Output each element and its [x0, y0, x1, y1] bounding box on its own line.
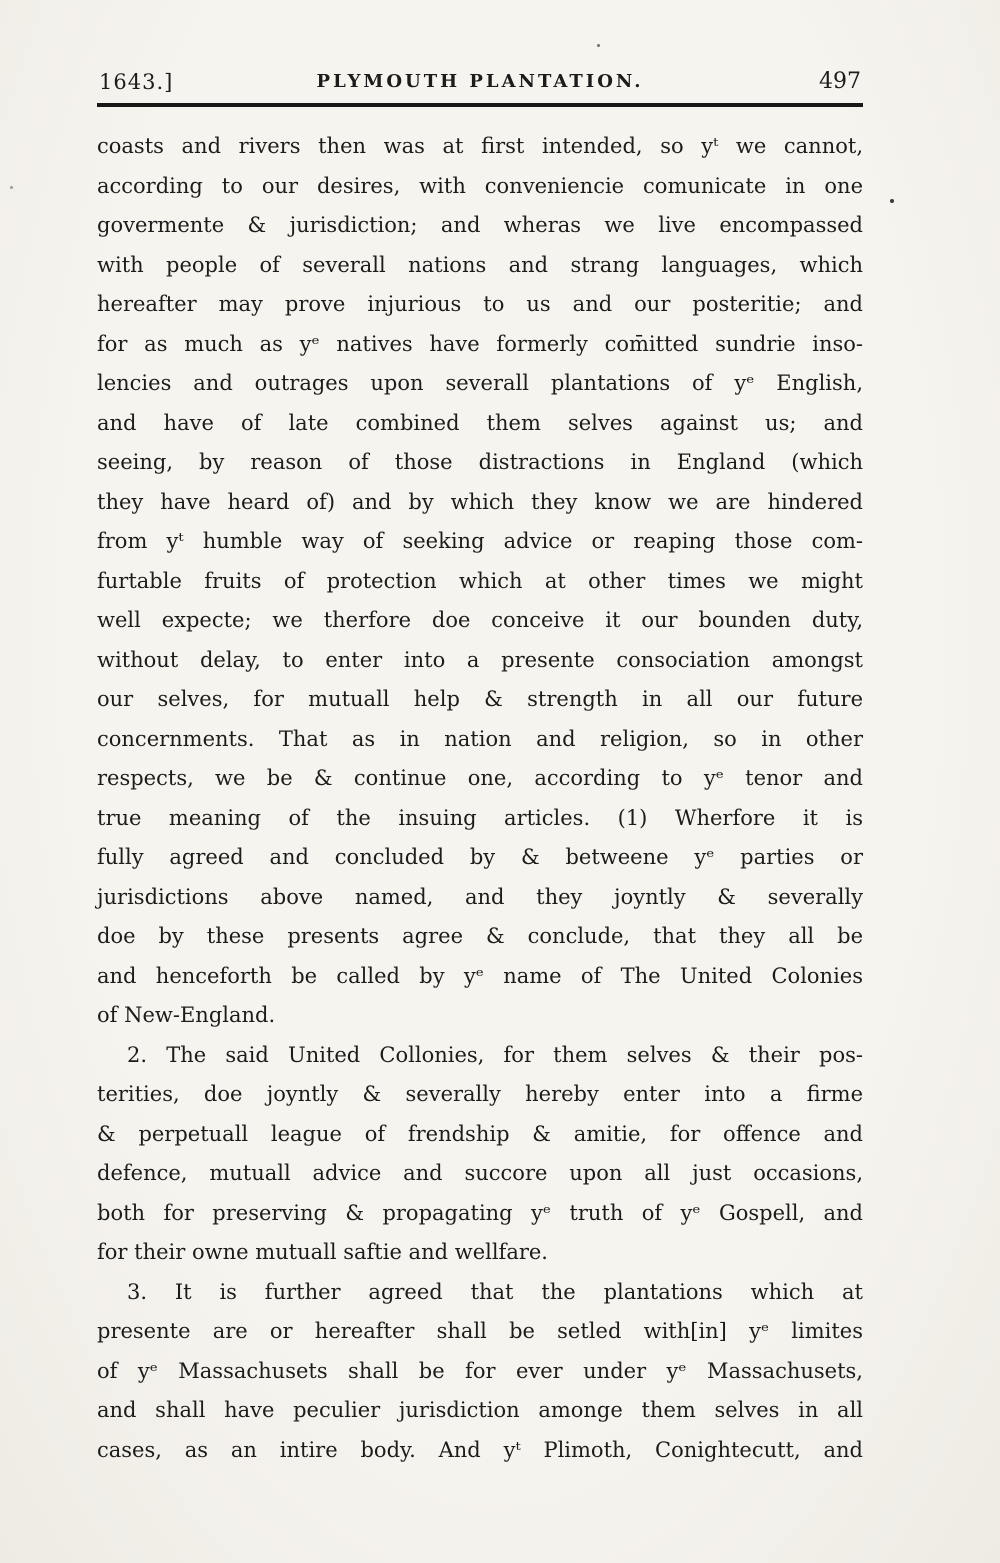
text-line: true meaning of the insuing articles. (1) Wherfore it is: [97, 805, 863, 830]
text-line: of New-England.: [97, 1003, 276, 1027]
text-line: fully agreed and concluded by & betweene yᵉ parties or: [97, 845, 863, 869]
page-header: [97, 60, 863, 94]
text-line: they have heard of) and by which they know we are hindered: [97, 489, 863, 514]
text-line: according to our desires, with conveniencie comunicate in one: [97, 173, 863, 198]
page-body: [97, 127, 863, 1470]
header-rule: [97, 103, 863, 107]
text-line: furtable fruits of protection which at other times we might: [97, 568, 863, 593]
text-line: cases, as an intire body. And yᵗ Plimoth, Conightecutt, and: [97, 1437, 863, 1462]
text-line: coasts and rivers then was at first intended, so yᵗ we cannot,: [97, 134, 863, 158]
text-line: from yᵗ humble way of seeking advice or reaping those com-: [97, 529, 863, 553]
text-line: and henceforth be called by yᵉ name of The United Colonies: [97, 963, 863, 988]
scan-speck: [890, 199, 894, 203]
scan-speck: [597, 44, 600, 47]
text-line: jurisdictions above named, and they joyntly & severally: [97, 884, 863, 909]
text-line: seeing, by reason of those distractions in England (which: [97, 450, 863, 474]
text-line: govermente & jurisdiction; and wheras we live encompassed: [97, 213, 863, 237]
text-line: concernments. That as in nation and religion, so in other: [97, 726, 863, 751]
text-line: & perpetuall league of frendship & amitie, for offence and: [97, 1121, 863, 1146]
text-line: for as much as yᵉ natives have formerly com̄itted sundrie inso-: [97, 331, 863, 356]
text-line: for their owne mutuall saftie and wellfare.: [97, 1240, 548, 1264]
text-line: respects, we be & continue one, according to yᵉ tenor and: [97, 766, 863, 790]
text-line: and have of late combined them selves against us; and: [97, 410, 863, 435]
text-line: 2. The said United Collonies, for them selves & their pos-: [127, 1042, 863, 1067]
text-line: terities, doe joyntly & severally hereby enter into a firme: [97, 1082, 863, 1106]
text-line: hereafter may prove injurious to us and our posteritie; and: [97, 292, 863, 316]
text-line: defence, mutuall advice and succore upon all just occasions,: [97, 1161, 863, 1185]
text-line: 3. It is further agreed that the plantations which at: [127, 1279, 863, 1304]
text-line: without delay, to enter into a presente consociation amongst: [97, 647, 863, 672]
scan-speck: [10, 186, 13, 189]
text-line: doe by these presents agree & conclude, that they all be: [97, 924, 863, 948]
text-line: our selves, for mutuall help & strength in all our future: [97, 687, 863, 711]
text-line: well expecte; we therfore doe conceive it our bounden duty,: [97, 608, 863, 632]
text-line: of yᵉ Massachusets shall be for ever under yᵉ Massachusets,: [97, 1358, 863, 1383]
text-line: presente are or hereafter shall be setled with[in] yᵉ limites: [97, 1319, 863, 1343]
text-line: lencies and outrages upon severall plantations of yᵉ English,: [97, 371, 863, 395]
text-line: with people of severall nations and strang languages, which: [97, 252, 863, 277]
text-line: and shall have peculier jurisdiction amonge them selves in all: [97, 1398, 863, 1422]
page-number: 497: [819, 69, 861, 94]
text-line: both for preserving & propagating yᵉ truth of yᵉ Gospell, and: [97, 1200, 863, 1225]
page-content: [97, 60, 863, 1470]
year-label: 1643.]: [99, 70, 174, 94]
running-title: PLYMOUTH PLANTATION.: [316, 71, 644, 92]
